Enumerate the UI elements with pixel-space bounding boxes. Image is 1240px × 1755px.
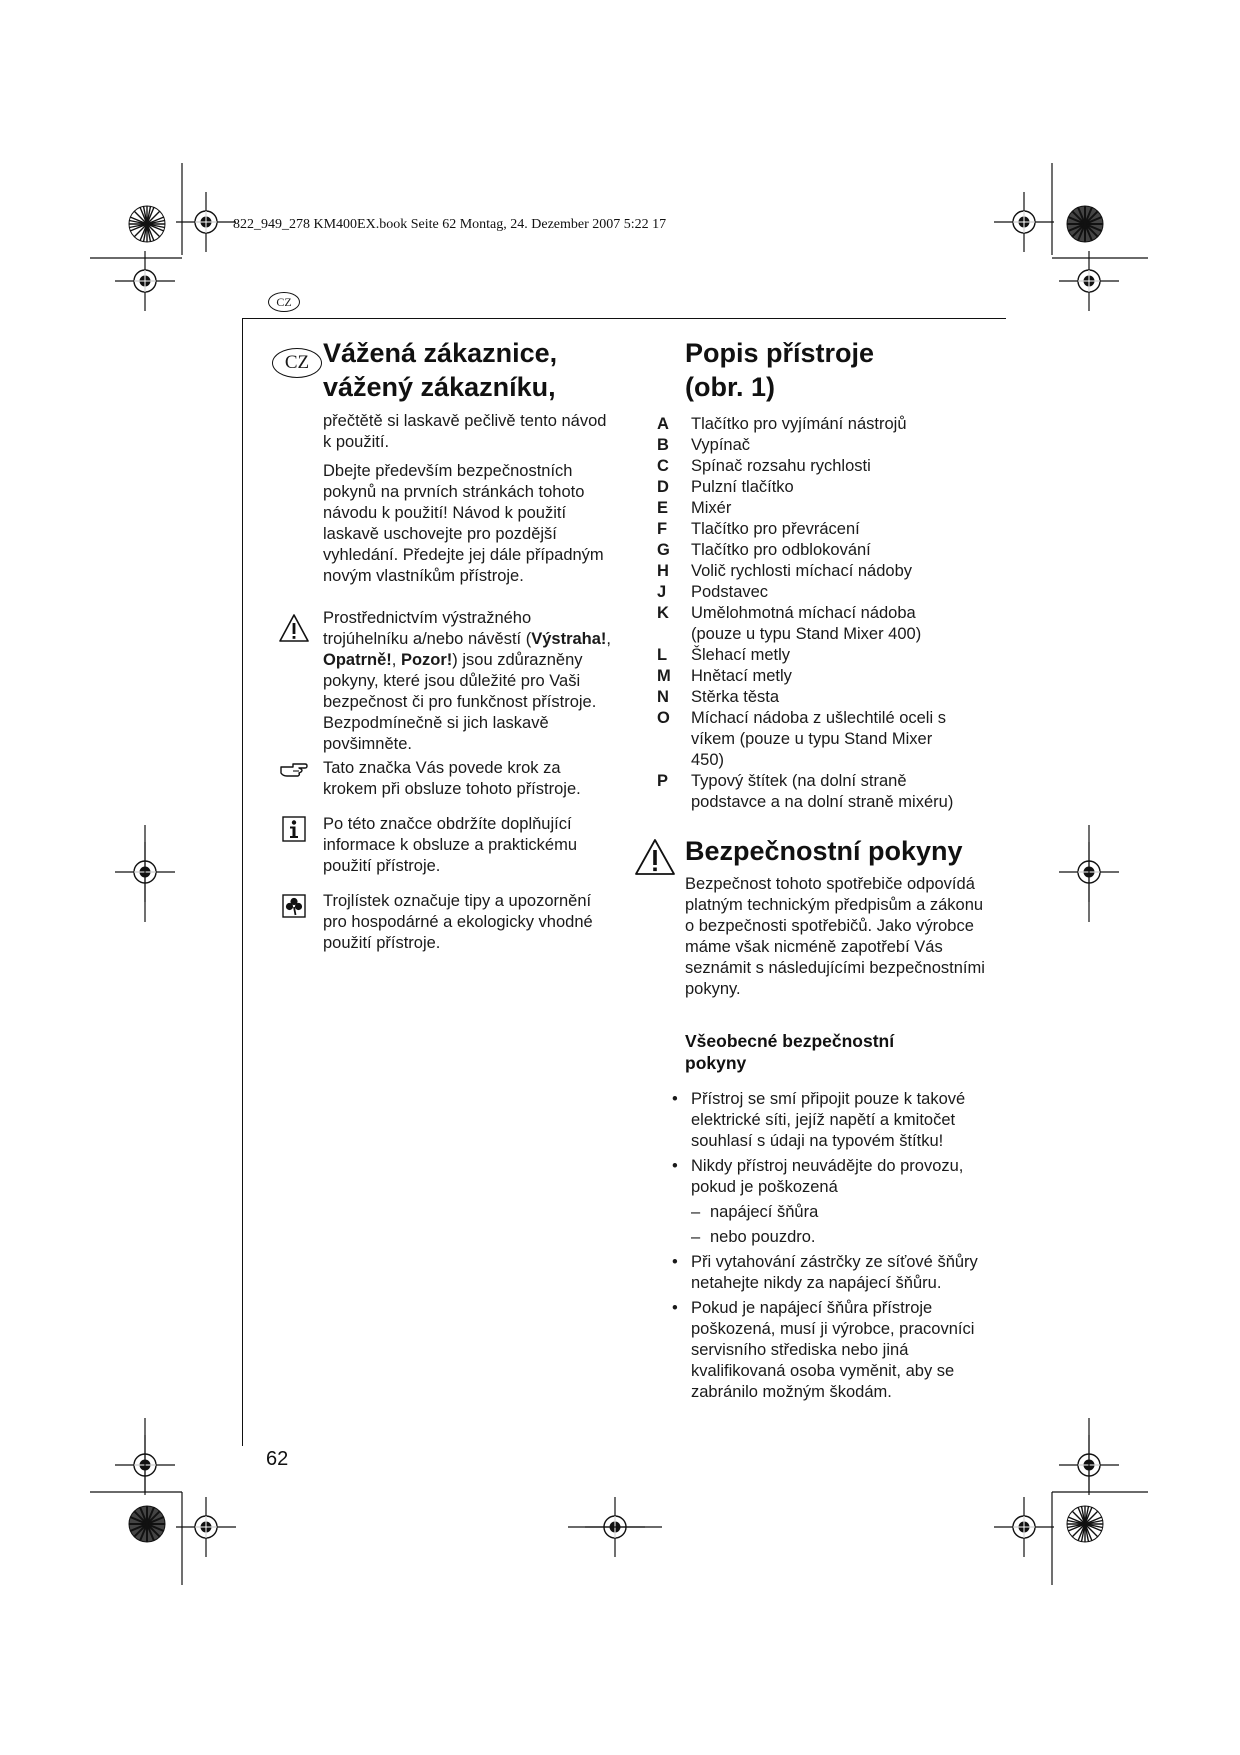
general-safety-title-line2: pokyny — [685, 1053, 747, 1073]
parts-list-item: N Stěrka těsta — [657, 688, 780, 706]
language-badge: CZ — [272, 348, 322, 378]
parts-list-item: M Hnětací metly — [657, 667, 792, 685]
greeting-title-line1: Vážená zákaznice, — [323, 338, 558, 368]
page-number: 62 — [266, 1448, 289, 1470]
parts-list-item: B Vypínač — [657, 436, 751, 454]
safety-bullet: • Pokud je napájecí šňůra přístroje poškozená, musí ji výrobce, pracovníci servisního střediska nebo jiná kvalifikovaná osoba vyměnit, aby se zabránilo možným škodám. — [672, 1298, 992, 1403]
parts-list-item: L Šlehací metly — [657, 646, 791, 664]
parts-title-line1: Popis přístroje — [685, 338, 875, 368]
parts-list-item: P Typový štítek (na dolní straně podstavce a na dolní straně mixéru) — [657, 772, 954, 811]
language-badge-small: CZ — [268, 292, 300, 312]
safety-bullet-list — [672, 1089, 992, 1407]
greeting-title — [323, 336, 557, 404]
parts-title — [685, 336, 874, 404]
parts-list-item: K Umělohmotná míchací nádoba (pouze u typu Stand Mixer 400) — [657, 604, 922, 643]
book-header-note: 822_949_278 KM400EX.book Seite 62 Montag, 24. Dezember 2007 5:22 17 — [233, 217, 667, 232]
parts-list-item: O Míchací nádoba z ušlechtilé oceli s víkem (pouze u typu Stand Mixer 450) — [657, 709, 946, 769]
eco-note: Trojlístek označuje tipy a upozornění pro hospodárné a ekologicky vhodné použití přístroje. — [323, 892, 593, 952]
pointing-hand-icon — [279, 760, 309, 778]
parts-list-item: E Mixér — [657, 499, 732, 517]
parts-list-item: H Volič rychlosti míchací nádoby — [657, 562, 913, 580]
warning-note: Prostřednictvím výstražného trojúhelníku a/nebo návěstí (Výstraha!, Opatrně!, Pozor!) jsou zdůrazněny pokyny, které jsou důležité pro Vaši bezpečnost či pro funkčnost přístroje. Bezpodmínečně si jich laskavě povšimněte. — [323, 609, 612, 753]
safety-sub-bullet: – nebo pouzdro. — [691, 1227, 992, 1248]
general-safety-title-line1: Všeobecné bezpečnostní — [685, 1031, 895, 1051]
safety-intro: Bezpečnost tohoto spotřebiče odpovídá platným technickým předpisům a zákonu o bezpečnosti spotřebičů. Jako výrobce máme však nicméně zapotřebí Vás seznámit s následujícími bezpečnostními pokyny. — [685, 875, 985, 998]
info-note: Po této značce obdržíte doplňující informace k obsluze a praktickému použití přístroje. — [323, 815, 578, 875]
parts-list — [657, 414, 997, 813]
safety-sub-bullet: – napájecí šňůra — [691, 1202, 992, 1223]
safety-bullet: • Nikdy přístroj neuvádějte do provozu, pokud je poškozená – napájecí šňůra – nebo pouzdro. — [672, 1156, 992, 1248]
parts-list-item: A Tlačítko pro vyjímání nástrojů — [657, 415, 907, 433]
shamrock-icon — [282, 894, 306, 918]
safety-bullet: • Při vytahování zástrčky ze síťové šňůry netahejte nikdy za napájecí šňůru. — [672, 1252, 992, 1294]
step-note: Tato značka Vás povede krok za krokem při obsluze tohoto přístroje. — [323, 759, 581, 798]
intro-text — [323, 411, 613, 595]
parts-list-item: C Spínač rozsahu rychlosti — [657, 457, 871, 475]
left-rule — [242, 318, 243, 1446]
warning-triangle-icon — [634, 838, 676, 876]
parts-title-line2: (obr. 1) — [685, 372, 776, 402]
top-rule — [242, 318, 1006, 319]
intro-paragraph-2: Dbejte především bezpečnostních pokynů na prvních stránkách tohoto návodu k použití! Návod k použití laskavě uschovejte pro pozdější vyhledání. Předejte jej dále případným novým vlastníkům přístroje. — [323, 462, 604, 585]
warning-triangle-icon — [278, 613, 310, 643]
info-icon — [282, 816, 306, 842]
parts-list-item: G Tlačítko pro odblokování — [657, 541, 871, 559]
parts-list-item: J Podstavec — [657, 583, 769, 601]
intro-paragraph-1: přečtětě si laskavě pečlivě tento návod k použití. — [323, 412, 607, 451]
parts-list-item: D Pulzní tlačítko — [657, 478, 794, 496]
parts-list-item: F Tlačítko pro převrácení — [657, 520, 860, 538]
general-safety-title — [685, 1030, 894, 1074]
safety-bullet: • Přístroj se smí připojit pouze k takové elektrické síti, jejíž napětí a kmitočet souhlasí s údaji na typovém štítku! — [672, 1089, 992, 1152]
greeting-title-line2: vážený zákazníku, — [323, 372, 556, 402]
safety-title: Bezpečnostní pokyny — [685, 836, 963, 866]
